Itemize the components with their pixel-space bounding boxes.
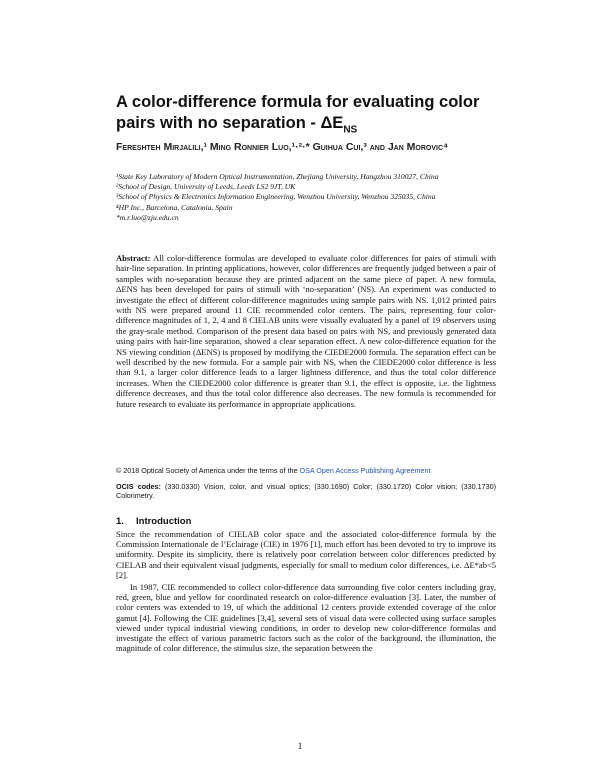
copyright-notice	[116, 466, 496, 476]
page-number: 1	[297, 742, 303, 752]
affiliation-2: ²School of Design, University of Leeds, Leeds LS2 9JT, UK	[116, 182, 296, 192]
section-heading	[116, 516, 496, 528]
author-list: Fereshteh Mirjalili,¹ Ming Ronnier Luo,¹·²·* Guihua Cui,³ and Jan Morovic⁴	[116, 141, 449, 153]
section-title: Introduction	[136, 516, 192, 527]
corresponding-email[interactable]: *m.r.luo@zju.edu.cn	[116, 212, 179, 222]
introduction-body	[116, 529, 496, 653]
affiliation-1: ¹State Key Laboratory of Modern Optical Instrumentation, Zhejiang University, Hangzhou 310027, China	[116, 172, 439, 181]
ocis-codes	[116, 482, 496, 501]
open-access-agreement-link[interactable]: OSA Open Access Publishing Agreement	[299, 466, 431, 475]
affiliation-4: ⁴HP Inc., Barcelona, Catalonia, Spain	[116, 202, 233, 212]
affiliations	[116, 172, 496, 223]
abstract	[116, 253, 496, 409]
intro-paragraph-2: In 1987, CIE recommended to collect color-difference data surrounding five color centers including gray, red, green, blue and yellow for coordinated research on color-difference evaluation [3]. Later, the number of color centers was extended to 19, of which the additional 12 centers provide extended coverage of the color gamut [4]. Following the CIE guidelines [3,4], several sets of visual data were collected using surface samples viewed under typical industrial viewing conditions, in order to develop new color-difference formulas and investigate the effect of various parametric factors such as the color of the background, the illumination, the magnitude of color difference, the stimulus size, the separation between the	[116, 582, 496, 654]
intro-paragraph-1: Since the recommendation of CIELAB color space and the associated color-difference formula by the Commission Internationale de l’Eclairage (CIE) in 1976 [1], much effort has been devoted to try to improve its uniformity. Despite its simplicity, there is relatively poor correlation between color differences predicted by CIELAB and their equivalent visual judgments, especially for small to medium color differences, i.e. ΔE*ab<5 [2].	[116, 529, 496, 580]
ocis-label: OCIS codes:	[116, 482, 161, 491]
ocis-text: (330.0330) Vision, color, and visual optics; (330.1690) Color; (330.1720) Color vision; (330.1730) Colorimetry.	[116, 482, 496, 501]
abstract-label: Abstract:	[116, 253, 151, 263]
paper-title: A color-difference formula for evaluating color pairs with no separation - $\Delta E_{NS}$	[116, 93, 480, 136]
title-subscript: NS	[343, 124, 358, 136]
section-number: 1.	[116, 516, 124, 527]
copyright-text: © 2018 Optical Society of America under the terms of the	[116, 466, 298, 475]
abstract-text: All color-difference formulas are developed to evaluate color differences for pairs of stimuli with hair-line separation. In printing applications, however, color differences are frequently judged between a pair of samples with no-separation because they are printed adjacent on the same piece of paper. A new formula, ΔENS has been developed for pairs of stimuli with ‘no-separation’ (NS). An experiment was conducted to investigate the effect of different color-difference magnitudes using sample pairs with NS. 1,012 printed pairs with NS were prepared around 11 CIE recommended color centers. The pairs, representing four color-difference magnitudes of 1, 2, 4 and 8 CIELAB units were visually evaluated by a panel of 19 observers using the gray-scale method. Comparison of the present data based on pairs with NS, and previously generated data using pairs with hair-line separation, showed a clear separation effect. A new color-difference equation for the NS viewing condition (ΔENS) is proposed by modifying the CIEDE2000 formula. The separation effect can be well described by the new formula. For a sample pair with NS, when the CIEDE2000 color difference is less than 9.1, a larger color difference leads to a larger lightness difference, and thus the total color difference increases. When the CIEDE2000 color difference is greater than 9.1, the effect is opposite, i.e. the lightness difference decreases, and thus the total color difference also decreases. The new formula is recommended for future research to evaluate its performance in appropriate applications.	[116, 253, 497, 409]
affiliation-3: ³School of Physics & Electronics Information Engineering, Wenzhou University, Wenzhou 325035, China	[116, 192, 436, 202]
